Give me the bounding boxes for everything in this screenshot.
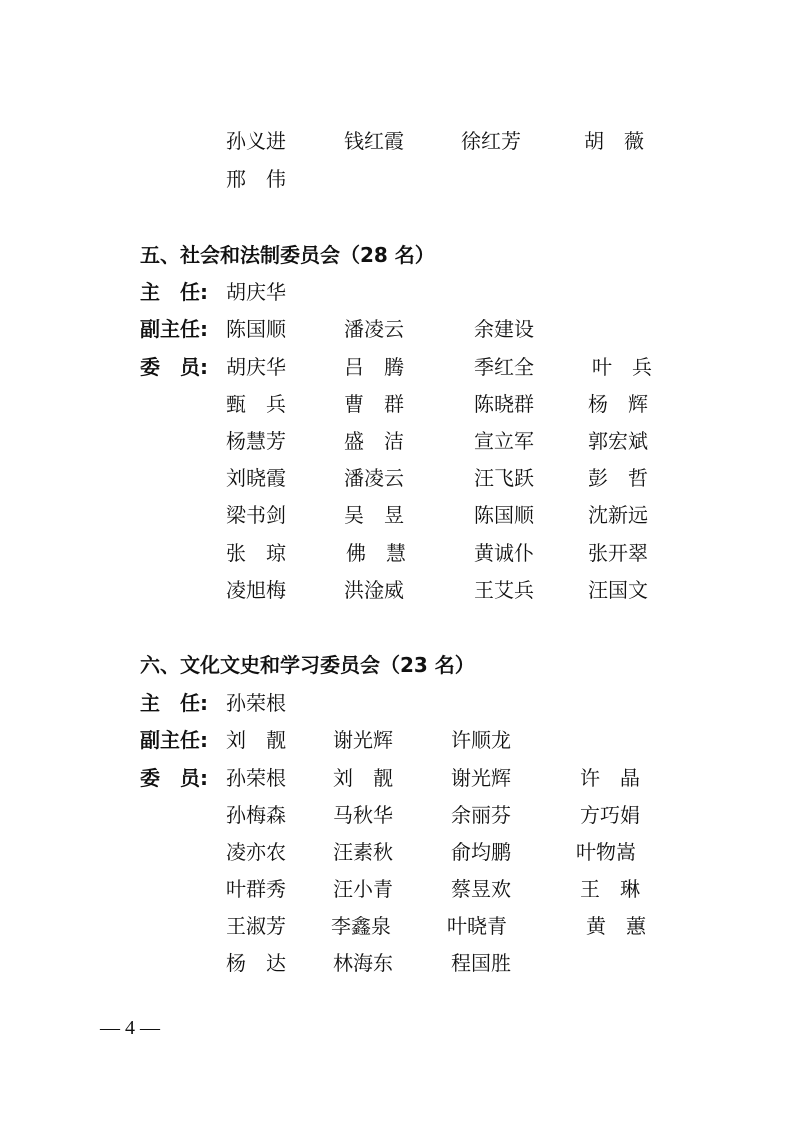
member-name: 叶群秀 <box>226 877 286 901</box>
member-name: 钱红霞 <box>344 129 404 153</box>
deputy-label: 副主任: <box>140 728 208 752</box>
member-name: 彭 哲 <box>588 466 648 490</box>
members-label: 委 员: <box>140 766 208 790</box>
section-5-member-row <box>0 575 793 605</box>
director-name: 胡庆华 <box>226 280 286 304</box>
member-name: 刘 靓 <box>333 766 393 790</box>
member-name: 孙荣根 <box>226 766 286 790</box>
member-name: 陈晓群 <box>474 392 534 416</box>
member-name: 余丽芬 <box>451 803 511 827</box>
member-name: 邢 伟 <box>226 167 286 191</box>
member-name: 蔡昱欢 <box>451 877 511 901</box>
section-6-member-row <box>0 911 793 941</box>
member-name: 汪飞跃 <box>474 466 534 490</box>
section-6-member-row <box>0 837 793 867</box>
member-name: 方巧娟 <box>580 803 640 827</box>
section-title: 五、社会和法制委员会（28 名） <box>140 243 435 267</box>
section-title: 六、文化文史和学习委员会（23 名） <box>140 653 475 677</box>
member-name: 胡 薇 <box>584 129 644 153</box>
member-name: 谢光辉 <box>451 766 511 790</box>
member-name: 林海东 <box>333 951 393 975</box>
section-6-director-row <box>0 688 793 718</box>
director-label: 主 任: <box>140 691 208 715</box>
member-name: 潘凌云 <box>344 466 404 490</box>
member-name: 徐红芳 <box>461 129 521 153</box>
member-name: 许 晶 <box>580 766 640 790</box>
member-name: 叶物嵩 <box>576 840 636 864</box>
member-name: 王 琳 <box>580 877 640 901</box>
member-name: 季红全 <box>474 355 534 379</box>
member-name: 胡庆华 <box>226 355 286 379</box>
member-name: 王艾兵 <box>474 578 534 602</box>
section-5-member-row <box>0 426 793 456</box>
deputy-name: 许顺龙 <box>451 728 511 752</box>
member-name: 孙义进 <box>226 129 286 153</box>
intro-row-2 <box>0 164 793 194</box>
section-6-member-row <box>0 800 793 830</box>
section-6-member-row <box>0 874 793 904</box>
member-name: 俞均鹏 <box>451 840 511 864</box>
intro-row-1 <box>0 126 793 156</box>
member-name: 杨 辉 <box>588 392 648 416</box>
section-5-member-row <box>0 352 793 382</box>
member-name: 汪国文 <box>588 578 648 602</box>
page-number: — 4 — <box>100 1017 160 1039</box>
member-name: 佛 慧 <box>346 541 406 565</box>
member-name: 甄 兵 <box>226 392 286 416</box>
member-name: 沈新远 <box>588 503 648 527</box>
section-6-title-row <box>0 650 793 680</box>
member-name: 汪小青 <box>333 877 393 901</box>
member-name: 马秋华 <box>333 803 393 827</box>
member-name: 梁书剑 <box>226 503 286 527</box>
member-name: 程国胜 <box>451 951 511 975</box>
member-name: 盛 洁 <box>344 429 404 453</box>
member-name: 张开翠 <box>588 541 648 565</box>
member-name: 曹 群 <box>344 392 404 416</box>
deputy-name: 潘凌云 <box>344 317 404 341</box>
section-5-member-row <box>0 500 793 530</box>
deputy-name: 刘 靓 <box>226 728 286 752</box>
member-name: 杨慧芳 <box>226 429 286 453</box>
member-name: 凌旭梅 <box>226 578 286 602</box>
member-name: 叶晓青 <box>447 914 507 938</box>
director-label: 主 任: <box>140 280 208 304</box>
member-name: 王淑芳 <box>226 914 286 938</box>
section-5-member-row <box>0 463 793 493</box>
deputy-name: 余建设 <box>474 317 534 341</box>
section-6-member-row <box>0 948 793 978</box>
member-name: 刘晓霞 <box>226 466 286 490</box>
deputy-name: 谢光辉 <box>333 728 393 752</box>
members-label: 委 员: <box>140 355 208 379</box>
member-name: 孙梅森 <box>226 803 286 827</box>
deputy-label: 副主任: <box>140 317 208 341</box>
section-5-member-row <box>0 389 793 419</box>
member-name: 凌亦农 <box>226 840 286 864</box>
member-name: 汪素秋 <box>333 840 393 864</box>
member-name: 叶 兵 <box>592 355 652 379</box>
member-name: 杨 达 <box>226 951 286 975</box>
member-name: 吴 昱 <box>344 503 404 527</box>
section-6-member-row <box>0 763 793 793</box>
section-5-deputy-row <box>0 314 793 344</box>
member-name: 宣立军 <box>474 429 534 453</box>
section-5-title-row <box>0 240 793 270</box>
member-name: 吕 腾 <box>344 355 404 379</box>
member-name: 李鑫泉 <box>331 914 391 938</box>
section-5-member-row <box>0 538 793 568</box>
member-name: 黄诚仆 <box>474 541 534 565</box>
member-name: 洪淦威 <box>344 578 404 602</box>
member-name: 黄 蕙 <box>586 914 646 938</box>
deputy-name: 陈国顺 <box>226 317 286 341</box>
director-name: 孙荣根 <box>226 691 286 715</box>
section-6-deputy-row <box>0 725 793 755</box>
member-name: 张 琼 <box>226 541 286 565</box>
member-name: 陈国顺 <box>474 503 534 527</box>
member-name: 郭宏斌 <box>588 429 648 453</box>
section-5-director-row <box>0 277 793 307</box>
